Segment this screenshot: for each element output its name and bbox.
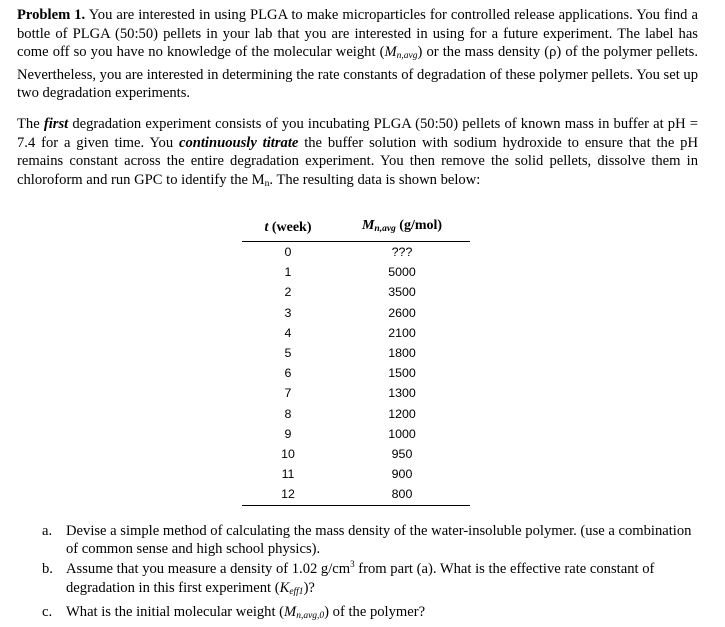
table-row xyxy=(242,363,470,383)
degradation-data-table xyxy=(242,217,470,506)
cell-molecular-weight: ??? xyxy=(391,245,413,259)
table-row xyxy=(242,343,470,363)
question-list xyxy=(38,522,700,627)
column-header-time: t (week) xyxy=(242,217,334,242)
cell-time: 1 xyxy=(284,265,292,280)
cell-time: 5 xyxy=(284,346,292,361)
cell-molecular-weight: 5000 xyxy=(388,265,416,280)
table-row xyxy=(242,424,470,444)
cell-time: 0 xyxy=(284,245,292,259)
question-a: a. Devise a simple method of calculating the mass density of the water-insoluble polymer. (use a combination of common sense and high school physics). xyxy=(42,523,692,558)
cell-time: 4 xyxy=(284,325,292,340)
table-row xyxy=(242,383,470,403)
cell-molecular-weight: 1800 xyxy=(388,346,416,361)
question-c: c. What is the initial molecular weight $(M_{n,avg,0})$ of the polymer? xyxy=(42,603,426,621)
cell-molecular-weight: 3500 xyxy=(388,285,416,300)
problem-document xyxy=(17,6,698,193)
problem-heading: Problem 1. xyxy=(17,7,86,23)
cell-time: 3 xyxy=(284,305,292,320)
table-row xyxy=(242,242,470,263)
table-row xyxy=(242,404,470,424)
cell-time: 9 xyxy=(284,426,292,441)
question-b: b. Assume that you measure a density of 1.02 $g/cm^3$ from part (a). What is the effective rate constant of degradation in this first experiment $(K_{eff1})$? xyxy=(42,559,655,597)
table-row xyxy=(242,484,470,505)
column-header-molecular-weight: $M_{n,avg}$ (g/mol) xyxy=(334,217,470,242)
cell-molecular-weight: 900 xyxy=(391,467,413,482)
cell-molecular-weight: 2100 xyxy=(388,325,416,340)
cell-time: 10 xyxy=(281,447,295,462)
cell-time: 12 xyxy=(242,484,334,505)
cell-time: 7 xyxy=(284,386,292,401)
problem-intro: Problem 1. You are interested in using PLGA to make microparticles for controlled release applications. You find a bottle of PLGA (50:50) pellets in your lab that you are interested in using for a future experiment. The label has come off so you have no knowledge of the molecular weight $(M_{n,avg})$ or the mass density (ρ) of the polymer pellets. Nevertheless, you are interested in determining the rate constants of degradation of these polymer pellets. You set up two degradation experiments. xyxy=(17,7,699,102)
cell-molecular-weight: 1300 xyxy=(388,386,416,401)
table-header-row xyxy=(242,217,470,242)
table-row xyxy=(242,464,470,484)
cell-molecular-weight: 1000 xyxy=(388,426,416,441)
experiment-description: The first degradation experiment consists of you incubating PLGA (50:50) pellets of known mass in buffer at pH = 7.4 for a given time. You continuously titrate the buffer solution with sodium hydroxide to ensure that the pH remains constant across the entire degradation experiment. You then remove the solid pellets, dissolve them in chloroform and run GPC to identify the Mn. The resulting data is shown below: xyxy=(17,115,699,189)
cell-molecular-weight: 950 xyxy=(391,447,413,462)
cell-time: 6 xyxy=(284,366,292,381)
cell-molecular-weight: 2600 xyxy=(388,305,416,320)
cell-molecular-weight: 800 xyxy=(334,484,470,505)
table-row xyxy=(242,444,470,464)
cell-molecular-weight: 1500 xyxy=(388,366,416,381)
cell-molecular-weight: 1200 xyxy=(388,406,416,421)
table-row xyxy=(242,303,470,323)
cell-time: 8 xyxy=(284,406,292,421)
cell-time: 2 xyxy=(284,285,292,300)
cell-time: 11 xyxy=(281,467,295,482)
table-row xyxy=(242,323,470,343)
degradation-data-table-container xyxy=(242,217,470,506)
table-row xyxy=(242,262,470,282)
table-row xyxy=(242,282,470,302)
